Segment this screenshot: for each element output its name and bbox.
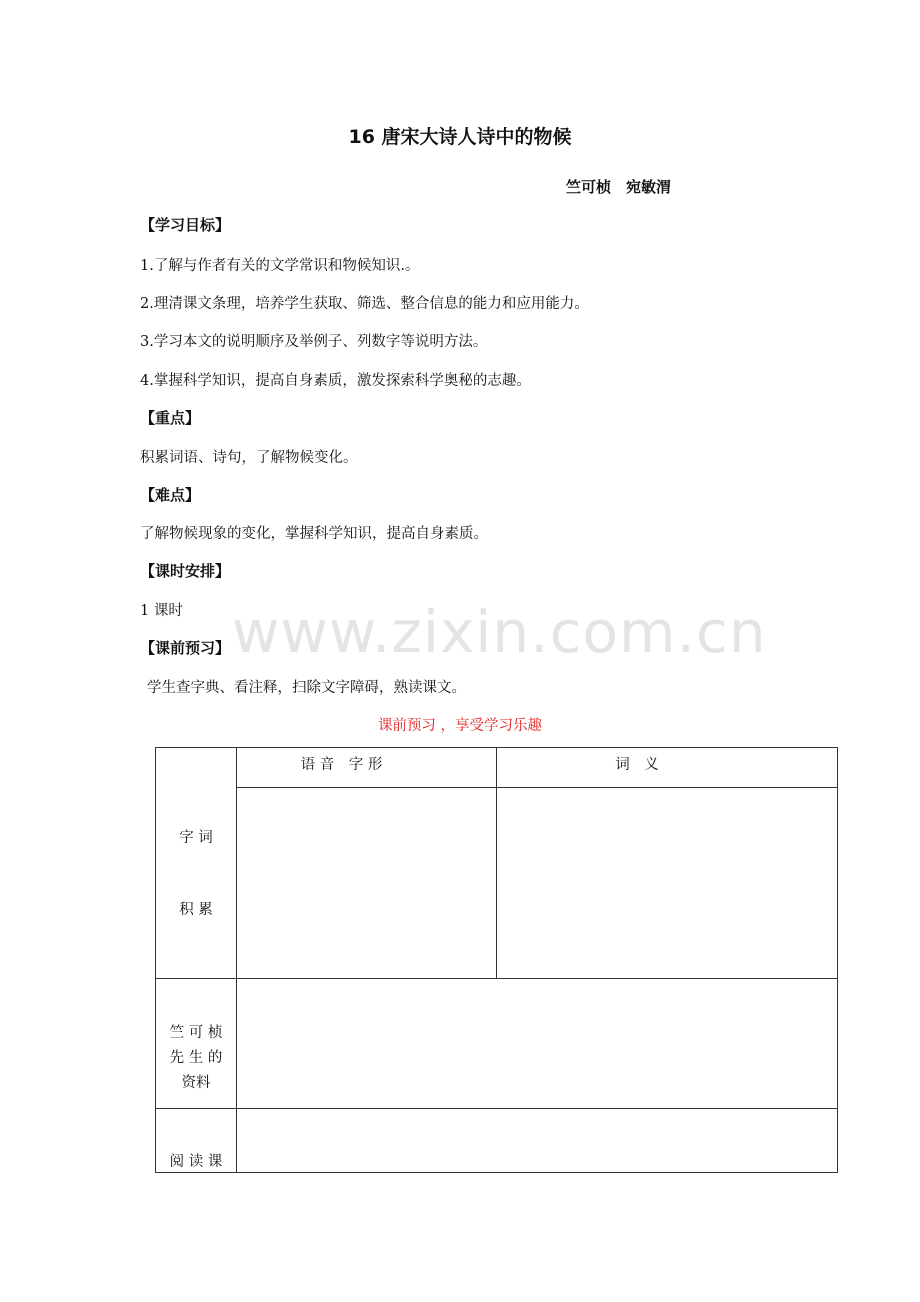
reading-answer-cell[interactable]	[237, 1109, 838, 1173]
row-label-author	[156, 979, 237, 1109]
table-header-row	[156, 748, 838, 788]
row-label-author-line1: 竺 可 桢	[169, 1025, 223, 1041]
goal-item-4: 4.掌握科学知识，提高自身素质，激发探索科学奥秘的志趣。	[140, 373, 531, 389]
row-label-vocab	[156, 748, 237, 979]
key-points-heading: 【重点】	[140, 409, 201, 427]
row-label-vocab-line2: 积 累	[179, 902, 213, 919]
row-label-reading	[156, 1109, 237, 1173]
row-label-author-line3: 资料	[181, 1075, 211, 1091]
column-header-meaning	[497, 748, 838, 788]
preview-heading: 【课前预习】	[140, 639, 231, 657]
goals-heading: 【学习目标】	[140, 216, 231, 234]
pronunciation-answer-cell[interactable]	[237, 788, 497, 979]
row-label-reading-line1: 阅 读 课	[169, 1154, 223, 1170]
meaning-answer-cell[interactable]	[497, 788, 838, 979]
row-label-vocab-line1: 字 词	[179, 830, 213, 846]
page-title: 16 唐宋大诗人诗中的物候	[348, 126, 572, 148]
goal-item-3: 3.学习本文的说明顺序及举例子、列数字等说明方法。	[140, 334, 488, 350]
difficulty-heading: 【难点】	[140, 486, 201, 504]
author-info-row	[156, 979, 838, 1109]
author-info-answer-cell[interactable]	[237, 979, 838, 1109]
difficulty-text: 了解物候现象的变化，掌握科学知识，提高自身素质。	[140, 526, 488, 542]
vocab-answer-row	[156, 788, 838, 979]
key-points-text: 积累词语、诗句，了解物候变化。	[140, 450, 358, 466]
preview-text: 学生查字典、看注释，扫除文字障碍，熟读课文。	[147, 680, 466, 696]
authors: 竺可桢 宛敏渭	[566, 178, 672, 196]
watermark: www.zixin.com.cn	[232, 598, 767, 666]
preview-table	[155, 747, 838, 1173]
reading-row	[156, 1109, 838, 1173]
schedule-heading: 【课时安排】	[140, 562, 231, 580]
schedule-text: 1 课时	[140, 603, 183, 619]
column-header-meaning-label: 词 义	[615, 757, 659, 773]
preview-slogan: 课前预习 ，享受学习乐趣	[377, 718, 543, 734]
column-header-pronunciation-label: 语 音 字 形	[300, 757, 383, 773]
goal-item-1: 1.了解与作者有关的文学常识和物候知识.。	[140, 258, 420, 274]
column-header-pronunciation	[237, 748, 497, 788]
row-label-author-line2: 先 生 的	[169, 1050, 223, 1066]
goal-item-2: 2.理清课文条理，培养学生获取、筛选、整合信息的能力和应用能力。	[140, 296, 589, 312]
